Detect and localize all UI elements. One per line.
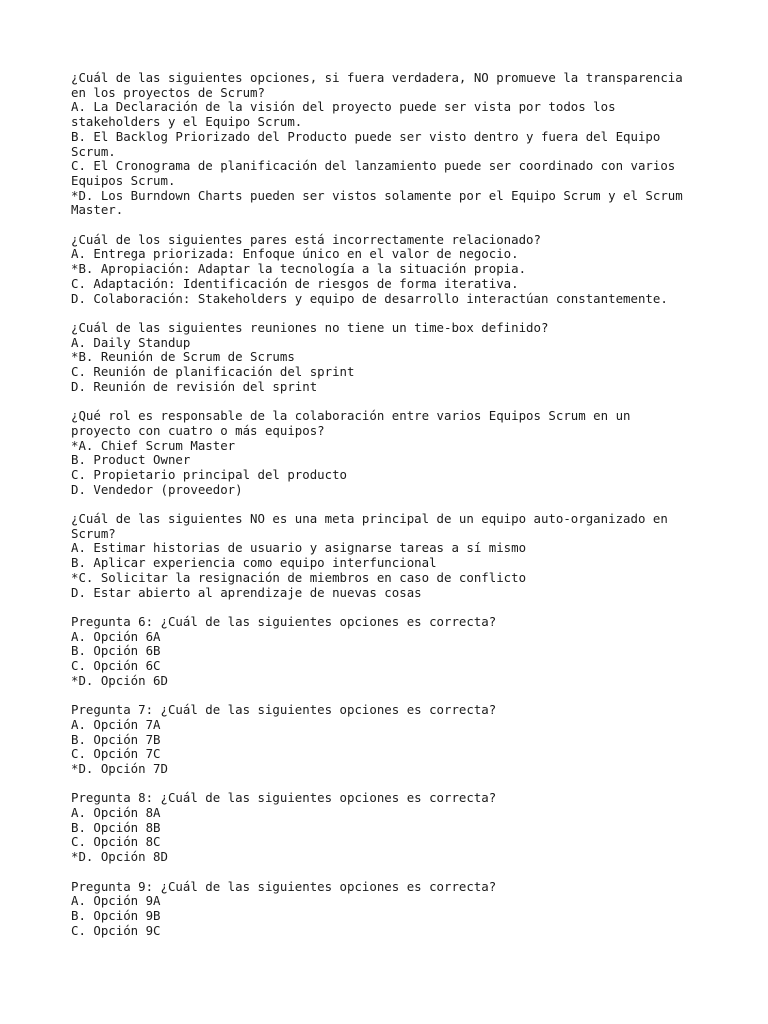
question-6 — [71, 615, 711, 689]
answer-option: D. Estar abierto al aprendizaje de nuevas cosas — [71, 584, 422, 600]
answer-option: A. Opción 6A — [71, 628, 161, 644]
answer-option: A. Estimar historias de usuario y asignarse tareas a sí mismo — [71, 540, 527, 556]
answer-option: C. Propietario principal del producto — [71, 466, 348, 482]
answer-option: C. Reunión de planificación del sprint — [71, 364, 355, 380]
answer-option-correct: *D. Los Burndown Charts pueden ser vistos solamente por el Equipo Scrum y el Scrum — [71, 187, 683, 203]
answer-option-correct: *D. Opción 7D — [71, 760, 168, 776]
question-7 — [71, 703, 711, 777]
question-text: en los proyectos de Scrum? — [71, 84, 265, 100]
question-text: ¿Cuál de las siguientes NO es una meta principal de un equipo auto-organizado en — [71, 511, 668, 527]
answer-option: B. El Backlog Priorizado del Producto puede ser visto dentro y fuera del Equipo — [71, 128, 661, 144]
answer-option: B. Aplicar experiencia como equipo interfuncional — [71, 555, 437, 571]
answer-option-correct: *C. Solicitar la resignación de miembros en caso de conflicto — [71, 569, 527, 585]
question-text: Pregunta 6: ¿Cuál de las siguientes opciones es correcta? — [71, 613, 497, 629]
answer-option: A. La Declaración de la visión del proyecto puede ser vista por todos los — [71, 99, 616, 115]
answer-option-correct: *B. Apropiación: Adaptar la tecnología a la situación propia. — [71, 261, 527, 277]
answer-option-correct: *A. Chief Scrum Master — [71, 437, 236, 453]
answer-option: C. Opción 8C — [71, 834, 161, 850]
answer-option: Equipos Scrum. — [71, 172, 176, 188]
answer-option-correct: Master. — [71, 202, 124, 218]
answer-option-correct: *B. Reunión de Scrum de Scrums — [71, 349, 295, 365]
answer-option: B. Opción 8B — [71, 819, 161, 835]
answer-option: C. Opción 7C — [71, 746, 161, 762]
question-4 — [71, 409, 711, 497]
question-text: Pregunta 9: ¿Cuál de las siguientes opciones es correcta? — [71, 878, 497, 894]
answer-option-correct: *D. Opción 6D — [71, 672, 168, 688]
answer-option: B. Opción 7B — [71, 731, 161, 747]
question-8 — [71, 791, 711, 865]
answer-option: D. Reunión de revisión del sprint — [71, 378, 318, 394]
answer-option: Scrum. — [71, 143, 116, 159]
answer-option: stakeholders y el Equipo Scrum. — [71, 114, 303, 130]
question-5 — [71, 512, 711, 600]
answer-option: A. Opción 7A — [71, 716, 161, 732]
answer-option-correct: *D. Opción 8D — [71, 849, 168, 865]
answer-option: B. Opción 6B — [71, 643, 161, 659]
question-text: Pregunta 8: ¿Cuál de las siguientes opciones es correcta? — [71, 790, 497, 806]
answer-option: C. Opción 9C — [71, 922, 161, 938]
question-text: ¿Cuál de las siguientes opciones, si fuera verdadera, NO promueve la transparencia — [71, 70, 683, 85]
answer-option: D. Colaboración: Stakeholders y equipo de desarrollo interactúan constantemente. — [71, 290, 668, 306]
document-page — [71, 71, 711, 953]
answer-option: A. Entrega priorizada: Enfoque único en el valor de negocio. — [71, 246, 519, 262]
answer-option: B. Product Owner — [71, 452, 191, 468]
question-1 — [71, 71, 711, 218]
question-2 — [71, 233, 711, 307]
question-text: Pregunta 7: ¿Cuál de las siguientes opciones es correcta? — [71, 702, 497, 718]
question-text: ¿Cuál de los siguientes pares está incorrectamente relacionado? — [71, 231, 541, 247]
question-text: ¿Qué rol es responsable de la colaboración entre varios Equipos Scrum en un — [71, 408, 631, 424]
answer-option: C. Opción 6C — [71, 658, 161, 674]
answer-option: A. Opción 8A — [71, 805, 161, 821]
answer-option: C. El Cronograma de planificación del lanzamiento puede ser coordinado con varios — [71, 158, 676, 174]
answer-option: C. Adaptación: Identificación de riesgos de forma iterativa. — [71, 275, 519, 291]
answer-option: A. Daily Standup — [71, 334, 191, 350]
answer-option: D. Vendedor (proveedor) — [71, 481, 243, 497]
answer-option: A. Opción 9A — [71, 893, 161, 909]
question-9 — [71, 880, 711, 939]
question-text: ¿Cuál de las siguientes reuniones no tiene un time-box definido? — [71, 319, 549, 335]
question-text: proyecto con cuatro o más equipos? — [71, 422, 325, 438]
question-3 — [71, 321, 711, 395]
answer-option: B. Opción 9B — [71, 907, 161, 923]
question-text: Scrum? — [71, 525, 116, 541]
